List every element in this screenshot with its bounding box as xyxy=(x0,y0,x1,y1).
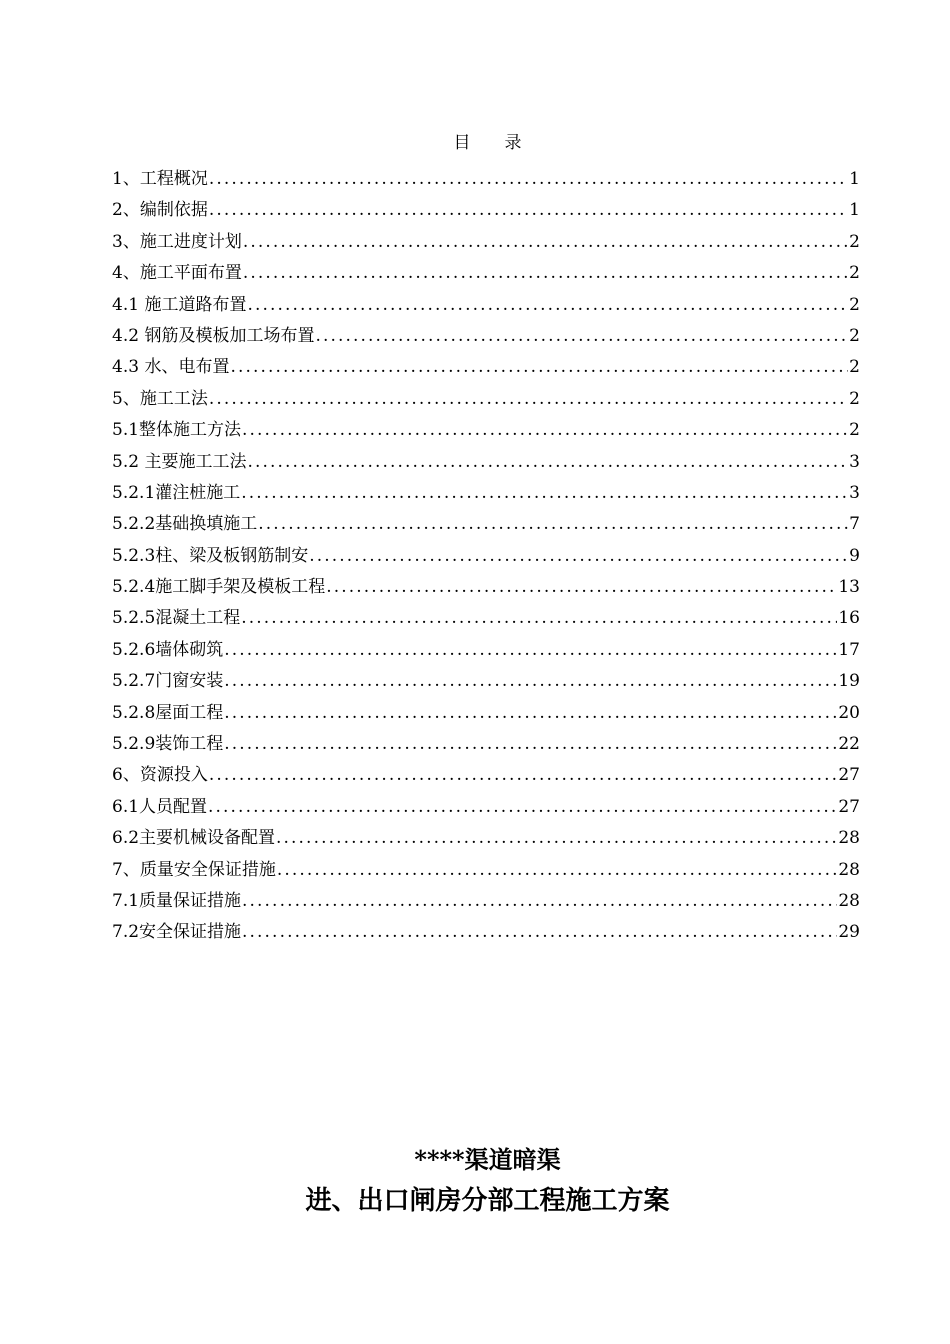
toc-dot-leader xyxy=(224,729,837,760)
toc-entry[interactable] xyxy=(112,321,860,352)
toc-entry-page-number: 29 xyxy=(838,922,860,943)
toc-dot-leader xyxy=(277,855,838,886)
toc-entry-page-number: 2 xyxy=(849,263,860,284)
table-of-contents xyxy=(112,164,860,949)
toc-dot-leader xyxy=(224,635,837,666)
toc-entry[interactable] xyxy=(112,823,860,854)
toc-entry-page-number: 2 xyxy=(849,357,860,378)
toc-entry-label: 7.2安全保证措施 xyxy=(112,922,242,943)
toc-entry-page-number: 17 xyxy=(838,639,860,660)
toc-entry-label: 6、资源投入 xyxy=(112,765,208,786)
toc-entry-label: 5.2.7门窗安装 xyxy=(112,671,224,692)
toc-entry[interactable] xyxy=(112,541,860,572)
toc-dot-leader xyxy=(276,823,837,854)
toc-entry[interactable] xyxy=(112,603,860,634)
toc-dot-leader xyxy=(224,698,837,729)
toc-dot-leader xyxy=(230,352,848,383)
toc-dot-leader xyxy=(242,917,837,948)
toc-entry-label: 5.2.3柱、梁及板钢筋制安 xyxy=(112,545,309,566)
toc-entry-label: 5.2 主要施工工法 xyxy=(112,451,247,472)
toc-entry-page-number: 3 xyxy=(849,482,860,503)
toc-entry[interactable] xyxy=(112,290,860,321)
toc-dot-leader xyxy=(258,509,848,540)
toc-dot-leader xyxy=(247,447,848,478)
toc-entry-label: 7、质量安全保证措施 xyxy=(112,859,276,880)
toc-entry-page-number: 2 xyxy=(849,388,860,409)
toc-entry[interactable] xyxy=(112,227,860,258)
toc-entry-label: 5.2.2基础换填施工 xyxy=(112,514,258,535)
toc-entry[interactable] xyxy=(112,572,860,603)
toc-entry[interactable] xyxy=(112,415,860,446)
toc-dot-leader xyxy=(208,792,837,823)
toc-entry-label: 6.2主要机械设备配置 xyxy=(112,828,276,849)
toc-entry-label: 4.1 施工道路布置 xyxy=(112,294,247,315)
toc-entry[interactable] xyxy=(112,164,860,195)
toc-entry-label: 1、工程概况 xyxy=(112,169,208,189)
toc-dot-leader xyxy=(209,760,838,791)
toc-entry-label: 4、施工平面布置 xyxy=(112,263,242,284)
toc-entry-label: 4.3 水、电布置 xyxy=(112,357,230,378)
toc-dot-leader xyxy=(224,666,837,697)
toc-entry-page-number: 27 xyxy=(838,765,860,786)
toc-entry-label: 3、施工进度计划 xyxy=(112,231,242,252)
toc-dot-leader xyxy=(243,227,848,258)
toc-entry[interactable] xyxy=(112,635,860,666)
toc-entry-page-number: 13 xyxy=(838,577,860,598)
toc-entry-label: 5、施工工法 xyxy=(112,388,208,409)
toc-entry-page-number: 28 xyxy=(838,890,860,911)
toc-entry-page-number: 16 xyxy=(838,608,860,629)
toc-entry-page-number: 28 xyxy=(838,859,860,880)
toc-dot-leader xyxy=(243,258,848,289)
toc-entry[interactable] xyxy=(112,917,860,948)
toc-entry-label: 5.2.9装饰工程 xyxy=(112,734,224,755)
toc-entry-page-number: 20 xyxy=(838,702,860,723)
toc-entry[interactable] xyxy=(112,886,860,917)
toc-entry-page-number: 2 xyxy=(849,420,860,441)
toc-entry[interactable] xyxy=(112,760,860,791)
toc-dot-leader xyxy=(242,886,837,917)
toc-entry-page-number: 28 xyxy=(838,828,860,849)
toc-dot-leader xyxy=(241,603,837,634)
toc-entry-label: 5.2.1灌注桩施工 xyxy=(112,482,241,503)
toc-entry-label: 5.2.8屋面工程 xyxy=(112,702,224,723)
toc-entry[interactable] xyxy=(112,666,860,697)
toc-entry-page-number: 1 xyxy=(849,169,860,189)
document-title-line2: 进、出口闸房分部工程施工方案 xyxy=(305,1186,670,1216)
toc-dot-leader xyxy=(209,164,848,195)
toc-entry-page-number: 19 xyxy=(838,671,860,692)
toc-dot-leader xyxy=(242,415,848,446)
toc-entry[interactable] xyxy=(112,195,860,226)
toc-heading-left: 目 xyxy=(453,133,471,153)
toc-entry[interactable] xyxy=(112,258,860,289)
toc-entry[interactable] xyxy=(112,855,860,886)
toc-entry-page-number: 7 xyxy=(849,514,860,535)
toc-entry[interactable] xyxy=(112,509,860,540)
toc-dot-leader xyxy=(309,541,848,572)
toc-entry-page-number: 2 xyxy=(849,294,860,315)
toc-dot-leader xyxy=(247,290,848,321)
toc-dot-leader xyxy=(315,321,848,352)
toc-entry[interactable] xyxy=(112,447,860,478)
toc-entry[interactable] xyxy=(112,792,860,823)
toc-heading xyxy=(0,128,950,153)
toc-entry-label: 5.2.6墙体砌筑 xyxy=(112,639,224,660)
toc-entry-label: 7.1质量保证措施 xyxy=(112,890,242,911)
toc-entry-label: 4.2 钢筋及模板加工场布置 xyxy=(112,325,315,346)
toc-entry-page-number: 9 xyxy=(849,545,860,566)
toc-dot-leader xyxy=(326,572,837,603)
toc-entry[interactable] xyxy=(112,384,860,415)
toc-entry-page-number: 1 xyxy=(849,200,860,221)
toc-entry-label: 5.2.4施工脚手架及模板工程 xyxy=(112,577,326,598)
toc-entry[interactable] xyxy=(112,478,860,509)
toc-entry[interactable] xyxy=(112,729,860,760)
toc-dot-leader xyxy=(241,478,848,509)
toc-dot-leader xyxy=(209,384,848,415)
toc-entry[interactable] xyxy=(112,352,860,383)
toc-entry[interactable] xyxy=(112,698,860,729)
toc-entry-page-number: 2 xyxy=(849,231,860,252)
toc-entry-page-number: 3 xyxy=(849,451,860,472)
toc-entry-label: 5.1整体施工方法 xyxy=(112,420,242,441)
document-title-line1: ****渠道暗渠 xyxy=(414,1145,561,1174)
toc-entry-label: 5.2.5混凝土工程 xyxy=(112,608,241,629)
toc-entry-page-number: 27 xyxy=(838,796,860,817)
toc-heading-right: 录 xyxy=(504,133,522,153)
toc-entry-page-number: 2 xyxy=(849,325,860,346)
toc-dot-leader xyxy=(209,195,848,226)
toc-entry-page-number: 22 xyxy=(838,734,860,755)
toc-entry-label: 6.1人员配置 xyxy=(112,796,208,817)
toc-entry-label: 2、编制依据 xyxy=(112,200,208,221)
